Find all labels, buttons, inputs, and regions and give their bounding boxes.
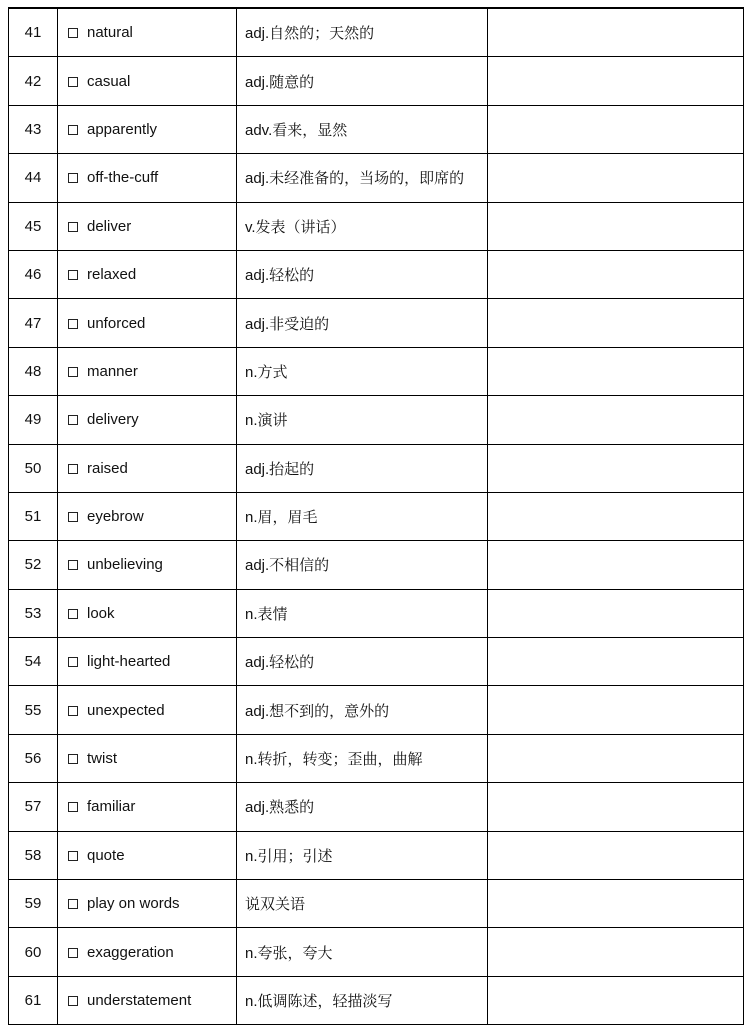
notes-cell[interactable] xyxy=(488,541,744,589)
row-number: 42 xyxy=(9,57,58,105)
word-text: play on words xyxy=(87,895,180,913)
checkbox-icon[interactable] xyxy=(68,609,78,619)
word-cell xyxy=(58,976,237,1024)
notes-cell[interactable] xyxy=(488,202,744,250)
notes-cell[interactable] xyxy=(488,589,744,637)
meaning-cell: adj.非受迫的 xyxy=(237,299,488,347)
row-number: 52 xyxy=(9,541,58,589)
word-cell xyxy=(58,250,237,298)
word-cell xyxy=(58,396,237,444)
notes-cell[interactable] xyxy=(488,154,744,202)
row-number: 53 xyxy=(9,589,58,637)
word-cell xyxy=(58,589,237,637)
meaning-cell: n.低调陈述，轻描淡写 xyxy=(237,976,488,1024)
row-number: 48 xyxy=(9,347,58,395)
word-text: understatement xyxy=(87,992,192,1009)
checkbox-icon[interactable] xyxy=(68,512,78,522)
meaning-cell: n.转折，转变；歪曲，曲解 xyxy=(237,734,488,782)
word-text: familiar xyxy=(87,798,136,816)
notes-cell[interactable] xyxy=(488,492,744,540)
meaning-cell: adj.抬起的 xyxy=(237,444,488,492)
word-cell xyxy=(58,347,237,395)
notes-cell[interactable] xyxy=(488,686,744,734)
meaning-cell: adv.看来，显然 xyxy=(237,105,488,153)
table-row xyxy=(9,831,744,879)
checkbox-icon[interactable] xyxy=(68,754,78,764)
checkbox-icon[interactable] xyxy=(68,270,78,280)
meaning-cell: adj.想不到的，意外的 xyxy=(237,686,488,734)
notes-cell[interactable] xyxy=(488,928,744,976)
checkbox-icon[interactable] xyxy=(68,28,78,38)
word-cell xyxy=(58,541,237,589)
word-text: twist xyxy=(87,750,117,768)
word-text: raised xyxy=(87,459,128,477)
row-number: 61 xyxy=(9,976,58,1024)
notes-cell[interactable] xyxy=(488,299,744,347)
checkbox-icon[interactable] xyxy=(68,560,78,570)
checkbox-icon[interactable] xyxy=(68,173,78,183)
meaning-cell: adj.未经准备的，当场的，即席的 xyxy=(237,154,488,202)
notes-cell[interactable] xyxy=(488,105,744,153)
table-row xyxy=(9,8,744,57)
word-cell xyxy=(58,299,237,347)
table-row xyxy=(9,589,744,637)
table-row xyxy=(9,880,744,928)
table-row xyxy=(9,250,744,298)
checkbox-icon[interactable] xyxy=(68,802,78,812)
row-number: 43 xyxy=(9,105,58,153)
word-cell xyxy=(58,831,237,879)
table-row xyxy=(9,976,744,1024)
meaning-cell: adj.不相信的 xyxy=(237,541,488,589)
notes-cell[interactable] xyxy=(488,8,744,57)
word-cell xyxy=(58,928,237,976)
row-number: 58 xyxy=(9,831,58,879)
meaning-cell: n.引用；引述 xyxy=(237,831,488,879)
meaning-cell: v.发表（讲话） xyxy=(237,202,488,250)
notes-cell[interactable] xyxy=(488,880,744,928)
word-text: deliver xyxy=(87,217,132,235)
checkbox-icon[interactable] xyxy=(68,464,78,474)
word-cell xyxy=(58,105,237,153)
row-number: 47 xyxy=(9,299,58,347)
row-number: 57 xyxy=(9,783,58,831)
word-cell xyxy=(58,783,237,831)
word-cell xyxy=(58,444,237,492)
checkbox-icon[interactable] xyxy=(68,415,78,425)
table-row xyxy=(9,686,744,734)
table-row xyxy=(9,734,744,782)
notes-cell[interactable] xyxy=(488,638,744,686)
word-text: look xyxy=(87,604,115,622)
meaning-cell: adj.随意的 xyxy=(237,57,488,105)
checkbox-icon[interactable] xyxy=(68,77,78,87)
word-text: relaxed xyxy=(87,266,137,284)
word-text: delivery xyxy=(87,411,139,429)
table-row xyxy=(9,638,744,686)
word-cell xyxy=(58,734,237,782)
notes-cell[interactable] xyxy=(488,444,744,492)
table-row xyxy=(9,783,744,831)
word-text: exaggeration xyxy=(87,943,174,961)
row-number: 45 xyxy=(9,202,58,250)
meaning-cell: n.眉，眉毛 xyxy=(237,492,488,540)
meaning-cell: adj.轻松的 xyxy=(237,250,488,298)
row-number: 49 xyxy=(9,396,58,444)
checkbox-icon[interactable] xyxy=(68,657,78,667)
table-row xyxy=(9,347,744,395)
meaning-cell: adj.轻松的 xyxy=(237,638,488,686)
meaning-cell: adj.自然的；天然的 xyxy=(237,8,488,57)
word-cell xyxy=(58,492,237,540)
row-number: 54 xyxy=(9,638,58,686)
notes-cell[interactable] xyxy=(488,57,744,105)
table-row xyxy=(9,928,744,976)
word-text: manner xyxy=(87,362,138,380)
checkbox-icon[interactable] xyxy=(68,899,78,909)
word-cell xyxy=(58,686,237,734)
table-row xyxy=(9,105,744,153)
notes-cell[interactable] xyxy=(488,250,744,298)
checkbox-icon[interactable] xyxy=(68,851,78,861)
table-row xyxy=(9,492,744,540)
notes-cell[interactable] xyxy=(488,347,744,395)
checkbox-icon[interactable] xyxy=(68,319,78,329)
checkbox-icon[interactable] xyxy=(68,948,78,958)
checkbox-icon[interactable] xyxy=(68,996,78,1006)
row-number: 46 xyxy=(9,250,58,298)
word-text: light-hearted xyxy=(87,653,171,671)
meaning-cell: adj.熟悉的 xyxy=(237,783,488,831)
meaning-cell: n.表情 xyxy=(237,589,488,637)
vocabulary-table-body xyxy=(9,8,744,1025)
word-text: unforced xyxy=(87,314,146,332)
word-text: apparently xyxy=(87,120,158,138)
word-cell xyxy=(58,154,237,202)
table-row xyxy=(9,541,744,589)
word-text: natural xyxy=(87,24,133,42)
meaning-cell: n.方式 xyxy=(237,347,488,395)
word-cell xyxy=(58,880,237,928)
notes-cell[interactable] xyxy=(488,831,744,879)
notes-cell[interactable] xyxy=(488,783,744,831)
row-number: 41 xyxy=(9,8,58,57)
word-cell xyxy=(58,638,237,686)
notes-cell[interactable] xyxy=(488,976,744,1024)
row-number: 51 xyxy=(9,492,58,540)
row-number: 59 xyxy=(9,880,58,928)
checkbox-icon[interactable] xyxy=(68,367,78,377)
word-cell xyxy=(58,202,237,250)
table-row xyxy=(9,57,744,105)
row-number: 44 xyxy=(9,154,58,202)
vocabulary-table xyxy=(8,7,744,1025)
row-number: 60 xyxy=(9,928,58,976)
word-text: quote xyxy=(87,846,125,864)
table-row xyxy=(9,444,744,492)
checkbox-icon[interactable] xyxy=(68,125,78,135)
meaning-cell: n.演讲 xyxy=(237,396,488,444)
checkbox-icon[interactable] xyxy=(68,706,78,716)
word-text: casual xyxy=(87,72,131,90)
table-row xyxy=(9,154,744,202)
row-number: 56 xyxy=(9,734,58,782)
notes-cell[interactable] xyxy=(488,734,744,782)
table-row xyxy=(9,202,744,250)
notes-cell[interactable] xyxy=(488,396,744,444)
row-number: 50 xyxy=(9,444,58,492)
meaning-cell: n.夸张，夸大 xyxy=(237,928,488,976)
word-text: off-the-cuff xyxy=(87,169,159,187)
checkbox-icon[interactable] xyxy=(68,222,78,232)
word-text: unbelieving xyxy=(87,556,163,574)
word-text: eyebrow xyxy=(87,508,144,526)
meaning-cell: 说双关语 xyxy=(237,880,488,928)
word-cell xyxy=(58,57,237,105)
word-text: unexpected xyxy=(87,701,165,719)
row-number: 55 xyxy=(9,686,58,734)
table-row xyxy=(9,299,744,347)
table-row xyxy=(9,396,744,444)
word-cell xyxy=(58,8,237,57)
